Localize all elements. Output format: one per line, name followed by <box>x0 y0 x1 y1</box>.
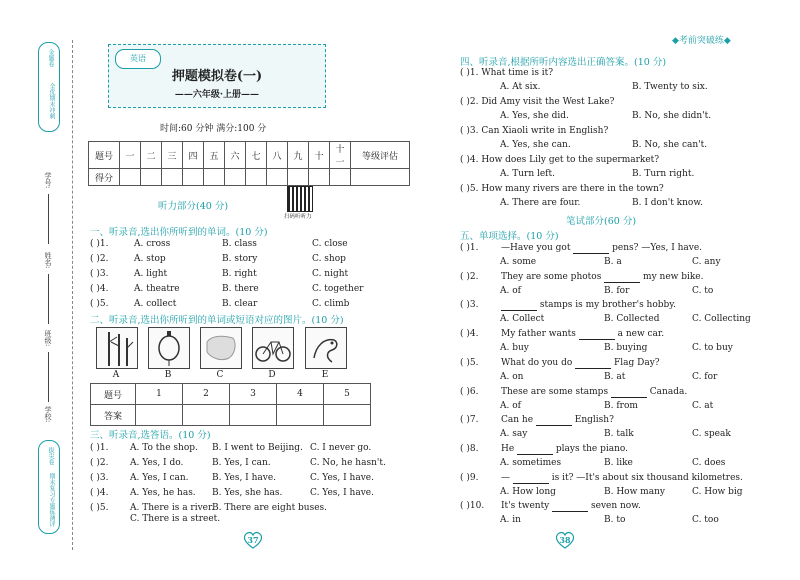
option-a: A. Yes, I do. <box>130 458 184 468</box>
option-a: A. theatre <box>134 284 180 294</box>
answer-bracket[interactable]: ( )3. <box>90 473 109 483</box>
option-c: C. for <box>692 371 718 382</box>
option-b: B. Collected <box>604 314 660 325</box>
answer-bracket[interactable]: ( )8. <box>460 443 479 454</box>
option-b: B. right <box>222 269 257 279</box>
stem-before: These are some stamps <box>501 386 611 397</box>
score-header-cell: 八 <box>267 142 288 169</box>
option-c: C. speak <box>692 429 731 440</box>
score-input-cell[interactable] <box>309 169 330 186</box>
score-input-cell[interactable] <box>330 169 351 186</box>
question-line[interactable]: ( )1. What time is it? <box>460 68 554 78</box>
exam-banner: ◆考前突破练◆ <box>672 36 731 46</box>
lantern-icon <box>148 327 190 369</box>
written-section-title: 笔试部分(60 分) <box>566 216 637 227</box>
question-stem <box>501 243 702 254</box>
answer-blank[interactable] <box>575 358 611 369</box>
option-b: B. buying <box>604 343 648 354</box>
score-header-cell: 一 <box>120 142 141 169</box>
option-b: B. there <box>222 284 259 294</box>
answer-bracket[interactable]: ( )3. <box>90 269 109 279</box>
strip-top-col1: 金题卷 <box>47 49 54 67</box>
option-b: B. for <box>604 285 630 296</box>
answer-input-cell[interactable] <box>324 405 371 426</box>
stem-after: Canada. <box>646 386 688 397</box>
field-school: 学校: <box>44 406 52 423</box>
option-c: C. climb <box>312 299 350 309</box>
option-b: B. Yes, she has. <box>212 488 283 498</box>
option-b: B. Turn right. <box>632 169 695 179</box>
option-b: B. clear <box>222 299 258 309</box>
page-number-left: 37 <box>247 535 259 545</box>
answer-bracket[interactable]: ( )5. <box>90 299 109 309</box>
score-input-cell[interactable] <box>246 169 267 186</box>
option-c: C. too <box>692 515 719 526</box>
section-2-title: 二、听录音,选出你所听到的单词或短语对应的图片。(10 分) <box>90 315 344 326</box>
option-a: A. cross <box>134 239 171 249</box>
field-line <box>48 194 49 244</box>
sec3-extra-option: C. There is a street. <box>130 514 221 524</box>
option-a: A. Yes, I can. <box>130 473 189 483</box>
option-a: A. How long <box>500 486 556 497</box>
page-number-right: 38 <box>559 535 571 545</box>
score-input-cell[interactable] <box>288 169 309 186</box>
option-a: A. of <box>500 285 521 296</box>
option-b: B. No, she didn't. <box>632 111 712 121</box>
option-c: C. close <box>312 239 348 249</box>
stem-before: Can he <box>501 415 536 426</box>
score-header-cell: 九 <box>288 142 309 169</box>
answer-blank[interactable] <box>501 300 537 311</box>
option-a: A. Yes, he has. <box>130 488 196 498</box>
question-stem <box>501 501 641 512</box>
stem-after: Flag Day? <box>611 357 660 368</box>
answer-input-cell[interactable] <box>230 405 277 426</box>
bicycle-icon <box>252 327 294 369</box>
score-table <box>88 141 410 186</box>
field-class: 班级: <box>44 330 52 347</box>
strip-bottom-badge <box>38 440 60 534</box>
answer-bracket[interactable]: ( )2. <box>460 271 479 282</box>
option-b: B. story <box>222 254 258 264</box>
section-4-title: 四、听录音,根据所听内容选出正确答案。(10 分) <box>460 57 667 68</box>
option-c: C. Yes, I have. <box>310 473 374 483</box>
option-b: B. Yes, I can. <box>212 458 271 468</box>
answer-bracket[interactable]: ( )1. <box>90 443 109 453</box>
option-a: A. There is a river. <box>130 503 215 513</box>
option-a: A. Yes, she did. <box>500 111 569 121</box>
answer-bracket[interactable]: ( )10. <box>460 501 485 512</box>
answer-blank[interactable] <box>579 329 615 340</box>
option-a: A. sometimes <box>500 457 562 468</box>
answer-label-cell: 答案 <box>91 405 136 426</box>
field-name: 姓名: <box>44 252 52 269</box>
option-a: A. To the shop. <box>130 443 198 453</box>
answer-bracket[interactable]: ( )9. <box>460 472 479 483</box>
option-b: B. at <box>604 371 626 382</box>
stem-after: a new car. <box>614 329 665 340</box>
question-stem <box>501 358 660 369</box>
field-line <box>48 274 49 324</box>
time-and-score: 时间:60 分钟 满分:100 分 <box>160 124 267 134</box>
option-c: C. night <box>312 269 349 279</box>
section-5-title: 五、单项选择。(10 分) <box>460 231 559 242</box>
stem-after: is it? —It's about six thousand kilometres. <box>548 472 743 483</box>
cut-line <box>72 40 73 550</box>
option-c: C. No, he hasn't. <box>310 458 386 468</box>
option-a: A. stop <box>134 254 166 264</box>
answer-bracket[interactable]: ( )4. <box>460 329 479 340</box>
answer-blank[interactable] <box>517 444 553 455</box>
answer-blank[interactable] <box>604 272 640 283</box>
option-a: A. Collect <box>500 314 545 325</box>
score-header-cell: 四 <box>183 142 204 169</box>
question-line[interactable]: ( )2. Did Amy visit the West Lake? <box>460 97 615 107</box>
stem-after: plays the piano. <box>553 443 628 454</box>
strip-top-badge <box>38 42 60 132</box>
option-a: A. in <box>500 515 521 526</box>
answer-bracket[interactable]: ( )5. <box>90 503 109 513</box>
answer-blank[interactable] <box>536 415 572 426</box>
option-b: B. How many <box>604 486 665 497</box>
option-a: A. say <box>500 429 528 440</box>
option-b: B. Twenty to six. <box>632 82 708 92</box>
score-input-cell[interactable] <box>351 169 410 186</box>
question-line[interactable]: ( )4. How does Lily get to the supermarket? <box>460 155 660 165</box>
strip-bottom-col2: 期末复习专题练测评 <box>48 473 55 527</box>
question-stem <box>501 387 687 398</box>
answer-blank[interactable] <box>513 473 549 484</box>
score-input-cell[interactable] <box>225 169 246 186</box>
answer-bracket[interactable]: ( )3. <box>460 300 479 311</box>
option-a: A. of <box>500 400 521 411</box>
option-c: C. to <box>692 285 714 296</box>
option-b: B. No, she can't. <box>632 140 708 150</box>
score-header-cell: 题号 <box>89 142 120 169</box>
answer-bracket[interactable]: ( )2. <box>90 458 109 468</box>
stem-before: — <box>501 472 513 483</box>
option-b: B. class <box>222 239 257 249</box>
listening-section-title: 听力部分(40 分) <box>158 201 229 212</box>
option-b: B. to <box>604 515 626 526</box>
score-header-cell: 六 <box>225 142 246 169</box>
option-c: C. together <box>312 284 364 294</box>
field-student-id: 学号: <box>44 172 52 189</box>
strip-bottom-col1: 拔尖卷 <box>47 447 54 465</box>
answer-bracket[interactable]: ( )2. <box>90 254 109 264</box>
option-c: C. at <box>692 400 714 411</box>
question-stem <box>501 473 743 484</box>
answer-header-cell: 1 <box>136 384 183 405</box>
score-header-cell: 十一 <box>330 142 351 169</box>
question-stem <box>501 415 614 426</box>
option-a: A. on <box>500 371 524 382</box>
option-b: B. I don't know. <box>632 198 703 208</box>
answer-header-cell: 2 <box>183 384 230 405</box>
option-c: C. to buy <box>692 343 733 354</box>
picture-label: A <box>112 370 120 380</box>
answer-blank[interactable] <box>611 387 647 398</box>
dragon-icon <box>305 327 347 369</box>
score-input-cell[interactable] <box>141 169 162 186</box>
score-header-cell: 等级评估 <box>351 142 410 169</box>
stem-after: my new bike. <box>640 271 704 282</box>
stem-before: He <box>501 443 518 454</box>
picture-label: D <box>268 370 276 380</box>
stem-after: stamps is my brother's hobby. <box>537 300 677 311</box>
option-b: B. Yes, I have. <box>212 473 277 483</box>
option-b: B. like <box>604 457 633 468</box>
option-b: B. talk <box>604 429 634 440</box>
qr-caption: 扫码听听力 <box>284 214 312 220</box>
score-label-cell: 得分 <box>89 169 120 186</box>
option-c: C. Yes, I have. <box>310 488 374 498</box>
option-a: A. Turn left. <box>500 169 555 179</box>
question-line[interactable]: ( )5. How many rivers are there in the town? <box>460 184 664 194</box>
stem-before: It's twenty <box>501 501 553 512</box>
option-c: C. any <box>692 257 721 267</box>
option-c: C. Collecting <box>692 314 751 325</box>
question-stem <box>501 329 664 340</box>
question-stem <box>501 272 704 283</box>
stem-after: seven now. <box>588 501 641 512</box>
option-b: B. I went to Beijing. <box>212 443 303 453</box>
option-a: A. some <box>500 257 537 267</box>
score-input-cell[interactable] <box>120 169 141 186</box>
answer-bracket[interactable]: ( )4. <box>90 488 109 498</box>
stem-before: —Have you got <box>501 243 574 253</box>
section-1-title: 一、听录音,选出你所听到的单词。(10 分) <box>90 227 268 238</box>
option-b: B. from <box>604 400 638 411</box>
option-a: A. At six. <box>500 82 541 92</box>
option-c: C. shop <box>312 254 346 264</box>
option-b: B. There are eight buses. <box>212 503 328 513</box>
answer-blank[interactable] <box>552 501 588 512</box>
answer-bracket[interactable]: ( )7. <box>460 415 479 426</box>
picture-label: B <box>164 370 172 380</box>
score-header-cell: 七 <box>246 142 267 169</box>
answer-input-cell[interactable] <box>183 405 230 426</box>
stem-before: What do you do <box>501 357 576 368</box>
option-c: C. How big <box>692 486 743 497</box>
question-stem <box>501 300 676 311</box>
picture-label: E <box>321 370 329 380</box>
option-c: C. I never go. <box>310 443 372 453</box>
score-input-cell[interactable] <box>204 169 225 186</box>
answer-blank[interactable] <box>573 243 609 254</box>
answer-bracket[interactable]: ( )4. <box>90 284 109 294</box>
qr-code-icon[interactable] <box>287 186 313 212</box>
picture-label: C <box>216 370 224 380</box>
option-a: A. buy <box>500 343 529 354</box>
score-header-cell: 三 <box>162 142 183 169</box>
score-input-cell[interactable] <box>183 169 204 186</box>
answer-input-cell[interactable] <box>136 405 183 426</box>
paper-title: 押题模拟卷(一) <box>171 69 263 84</box>
field-line <box>48 352 49 402</box>
subject-badge: 英语 <box>115 49 161 69</box>
answer-bracket[interactable]: ( )1. <box>90 239 109 249</box>
answer-header-cell: 3 <box>230 384 277 405</box>
score-header-cell: 二 <box>141 142 162 169</box>
map-icon <box>200 327 242 369</box>
answer-input-cell[interactable] <box>277 405 324 426</box>
option-b: B. a <box>604 257 622 267</box>
answer-header-cell: 5 <box>324 384 371 405</box>
question-stem <box>501 444 628 455</box>
option-a: A. light <box>134 269 168 279</box>
answer-header-cell: 4 <box>277 384 324 405</box>
stem-before: My father wants <box>501 329 579 340</box>
answer-bracket[interactable]: ( )1. <box>460 243 479 253</box>
stem-after: pens? —Yes, I have. <box>609 243 703 253</box>
answer-table <box>90 383 371 426</box>
question-line[interactable]: ( )3. Can Xiaoli write in English? <box>460 126 609 136</box>
stem-before: They are some photos <box>501 271 605 282</box>
option-a: A. collect <box>134 299 177 309</box>
answer-bracket[interactable]: ( )6. <box>460 386 479 397</box>
section-3-title: 三、听录音,选答语。(10 分) <box>90 430 211 441</box>
option-c: C. does <box>692 457 726 468</box>
score-input-cell[interactable] <box>162 169 183 186</box>
option-a: A. There are four. <box>500 198 581 208</box>
title-box <box>108 44 326 108</box>
score-header-cell: 五 <box>204 142 225 169</box>
paper-subtitle: ——六年级·上册—— <box>174 90 260 100</box>
bamboo-icon <box>96 327 138 369</box>
answer-bracket[interactable]: ( )5. <box>460 357 479 368</box>
binding-strip <box>38 42 58 542</box>
strip-top-col2: 全优期末冲刺 <box>48 83 55 119</box>
answer-header-cell: 题号 <box>91 384 136 405</box>
score-input-cell[interactable] <box>267 169 288 186</box>
score-header-cell: 十 <box>309 142 330 169</box>
option-a: A. Yes, she can. <box>500 140 571 150</box>
stem-after: English? <box>571 415 614 426</box>
